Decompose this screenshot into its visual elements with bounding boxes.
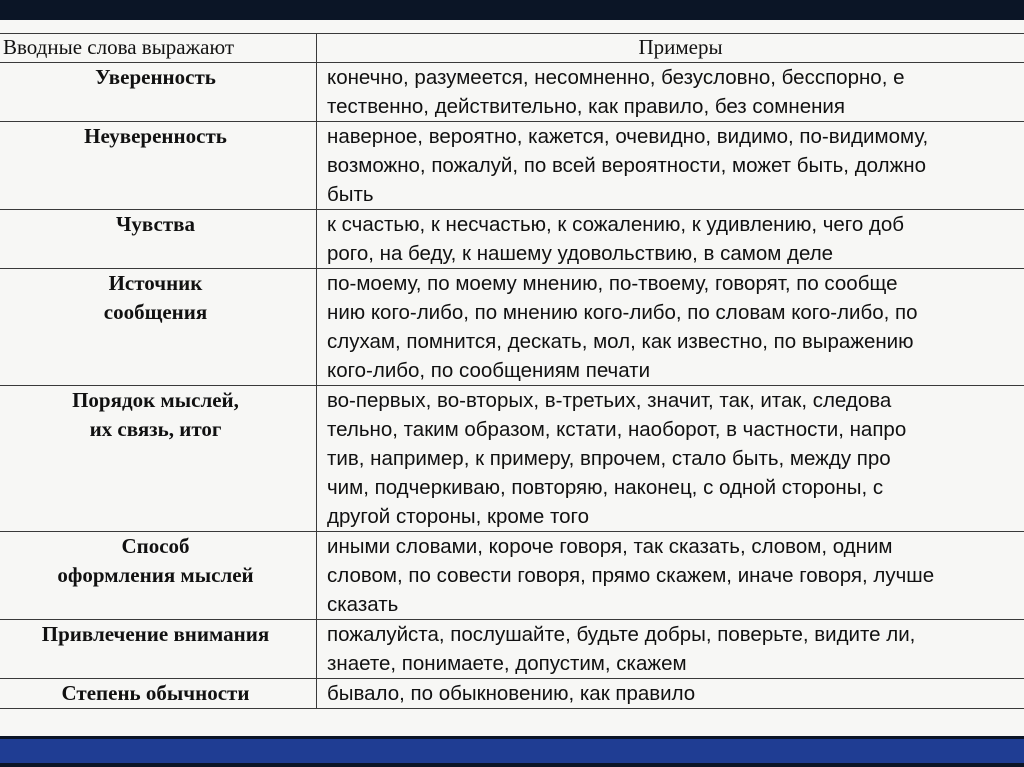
category-cell: Порядок мыслей, их связь, итог — [0, 386, 317, 532]
category-cell: Чувства — [0, 210, 317, 269]
example-line: к счастью, к несчастью, к сожалению, к удивлению, чего доб — [327, 213, 905, 236]
example-line: конечно, разумеется, несомненно, безусловно, бесспорно, е — [327, 66, 905, 89]
category-cell: Степень обычности — [0, 679, 317, 709]
examples-cell — [317, 679, 1024, 709]
table-row — [0, 620, 1024, 679]
introductory-words-table — [0, 33, 1024, 709]
table-row — [0, 679, 1024, 709]
example-line: сказать — [327, 593, 399, 616]
table-row — [0, 122, 1024, 210]
examples-cell — [317, 210, 1024, 269]
table-row — [0, 386, 1024, 532]
example-line: знаете, понимаете, допустим, скажем — [327, 652, 687, 675]
example-line: тельно, таким образом, кстати, наоборот, в частности, напро — [327, 418, 907, 441]
example-line: наверное, вероятно, кажется, очевидно, видимо, по-видимому, — [327, 125, 929, 148]
example-line: тив, например, к примеру, впрочем, стало быть, между про — [327, 447, 891, 470]
header-examples: Примеры — [317, 34, 1024, 63]
top-bar — [0, 0, 1024, 20]
header-row — [0, 34, 1024, 63]
examples-cell — [317, 386, 1024, 532]
examples-cell — [317, 532, 1024, 620]
example-line: слухам, помнится, дескать, мол, как известно, по выражению — [327, 330, 914, 353]
bottom-stripe — [0, 739, 1024, 763]
header-category: Вводные слова выражают — [0, 34, 317, 63]
example-line: иными словами, короче говоря, так сказать, словом, одним — [327, 535, 893, 558]
examples-cell — [317, 63, 1024, 122]
table-row — [0, 269, 1024, 386]
examples-cell — [317, 122, 1024, 210]
example-line: кого-либо, по сообщениям печати — [327, 359, 651, 382]
example-line: тественно, действительно, как правило, без сомнения — [327, 95, 845, 118]
example-line: возможно, пожалуй, по всей вероятности, может быть, должно — [327, 154, 927, 177]
examples-cell — [317, 620, 1024, 679]
category-cell: Источник сообщения — [0, 269, 317, 386]
example-line: быть — [327, 183, 374, 206]
category-cell: Уверенность — [0, 63, 317, 122]
table-row — [0, 210, 1024, 269]
bottom-bar — [0, 736, 1024, 767]
example-line: другой стороны, кроме того — [327, 505, 589, 528]
table-row — [0, 532, 1024, 620]
example-line: словом, по совести говоря, прямо скажем, иначе говоря, лучше — [327, 564, 935, 587]
example-line: нию кого-либо, по мнению кого-либо, по словам кого-либо, по — [327, 301, 918, 324]
example-line: бывало, по обыкновению, как правило — [327, 682, 696, 705]
table-row — [0, 63, 1024, 122]
example-line: по-моему, по моему мнению, по-твоему, говорят, по сообще — [327, 272, 898, 295]
category-cell: Способ оформления мыслей — [0, 532, 317, 620]
example-line: во-первых, во-вторых, в-третьих, значит, так, итак, следова — [327, 389, 892, 412]
example-line: рого, на беду, к нашему удовольствию, в самом деле — [327, 242, 834, 265]
category-cell: Неуверенность — [0, 122, 317, 210]
page — [0, 20, 1024, 736]
category-cell: Привлечение внимания — [0, 620, 317, 679]
example-line: пожалуйста, послушайте, будьте добры, поверьте, видите ли, — [327, 623, 916, 646]
example-line: чим, подчеркиваю, повторяю, наконец, с одной стороны, с — [327, 476, 884, 499]
examples-cell — [317, 269, 1024, 386]
